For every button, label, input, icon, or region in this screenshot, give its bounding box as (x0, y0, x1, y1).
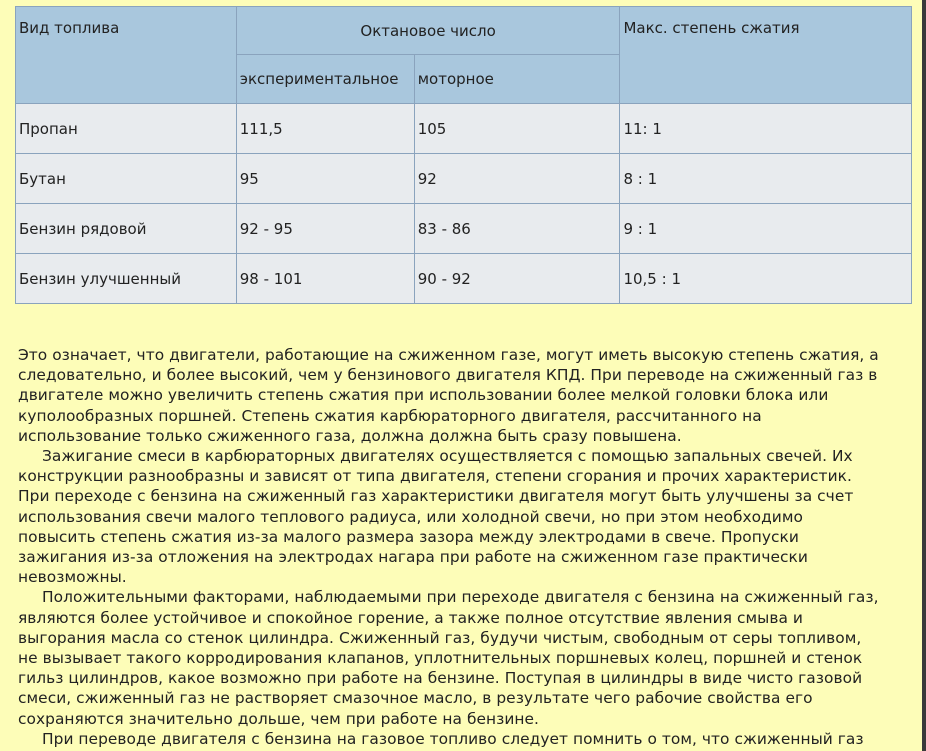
header-max-compression: Макс. степень сжатия (620, 7, 912, 104)
table-row (16, 254, 912, 304)
header-octane: Октановое число (236, 7, 620, 55)
cell-motor: 92 (414, 154, 620, 204)
header-experimental: экспериментальное (236, 55, 414, 104)
text-line: Зажигание смеси в карбюраторных двигателях осуществляется с помощью запальных свечей. Их (42, 447, 853, 466)
text-line: использования свечи малого теплового радиуса, или холодной свечи, но при этом необходимо (18, 507, 803, 526)
text-line: невозможны. (18, 568, 127, 587)
text-line: выгорания масла со стенок цилиндра. Сжиженный газ, будучи чистым, свободным от серы топливом, (18, 628, 862, 647)
paragraph-2 (18, 446, 898, 587)
text-line: конструкции разнообразны и зависят от типа двигателя, степени сгорания и прочих характеристик. (18, 467, 852, 486)
text-line: не вызывает такого корродирования клапанов, уплотнительных поршневых колец, поршней и стенок (18, 649, 863, 668)
text-line: сохраняются значительно дольше, чем при работе на бензине. (18, 709, 539, 728)
cell-motor: 90 - 92 (414, 254, 620, 304)
text-line: являются более устойчивое и спокойное горение, а также полное отсутствие явления смыва и (18, 608, 803, 627)
header-fuel-type: Вид топлива (16, 7, 237, 104)
cell-experimental: 92 - 95 (236, 204, 414, 254)
text-line: смеси, сжиженный газ не растворяет смазочное масло, в результате чего рабочие свойства его (18, 689, 813, 708)
text-line: гильз цилиндров, какое возможно при работе на бензине. Поступая в цилиндры в виде чисто газовой (18, 669, 863, 688)
window-edge (922, 0, 926, 751)
paragraph-3 (18, 587, 898, 728)
text-line: зажигания из-за отложения на электродах нагара при работе на сжиженном газе практически (18, 548, 808, 567)
cell-fuel: Пропан (16, 104, 237, 154)
cell-fuel: Бензин рядовой (16, 204, 237, 254)
paragraph-1 (18, 345, 898, 446)
table-header-row (16, 7, 912, 55)
table-row (16, 154, 912, 204)
text-line: Положительными факторами, наблюдаемыми при переходе двигателя с бензина на сжиженный газ, (42, 588, 879, 607)
text-line: куполообразных поршней. Степень сжатия карбюраторного двигателя, рассчитанного на (18, 406, 762, 425)
text-line: Это означает, что двигатели, работающие на сжиженном газе, могут иметь высокую степень сжатия, а (18, 346, 879, 364)
text-line: следовательно, и более высокий, чем у бензинового двигателя КПД. При переводе на сжиженный газ в (18, 366, 878, 385)
text-line: использование только сжиженного газа, должна должна быть сразу повышена. (18, 426, 682, 445)
cell-fuel: Бензин улучшенный (16, 254, 237, 304)
cell-experimental: 111,5 (236, 104, 414, 154)
cell-compression: 10,5 : 1 (620, 254, 912, 304)
cell-fuel: Бутан (16, 154, 237, 204)
cell-experimental: 98 - 101 (236, 254, 414, 304)
fuel-comparison-table (15, 6, 912, 304)
text-line: При переходе с бензина на сжиженный газ характеристики двигателя могут быть улучшены за счет (18, 487, 854, 506)
cell-compression: 8 : 1 (620, 154, 912, 204)
text-line: При переводе двигателя с бензина на газовое топливо следует помнить о том, что сжиженный газ (42, 729, 864, 748)
header-motor: моторное (414, 55, 620, 104)
cell-experimental: 95 (236, 154, 414, 204)
table-row (16, 104, 912, 154)
cell-motor: 83 - 86 (414, 204, 620, 254)
cell-compression: 11: 1 (620, 104, 912, 154)
table-row (16, 204, 912, 254)
text-line: двигателе можно увеличить степень сжатия при использовании более мелкой головки блока или (18, 386, 829, 405)
text-line: повысить степень сжатия из-за малого размера зазора между электродами в свече. Пропуски (18, 527, 799, 546)
article-body (18, 345, 898, 749)
cell-compression: 9 : 1 (620, 204, 912, 254)
cell-motor: 105 (414, 104, 620, 154)
paragraph-4 (18, 729, 898, 749)
